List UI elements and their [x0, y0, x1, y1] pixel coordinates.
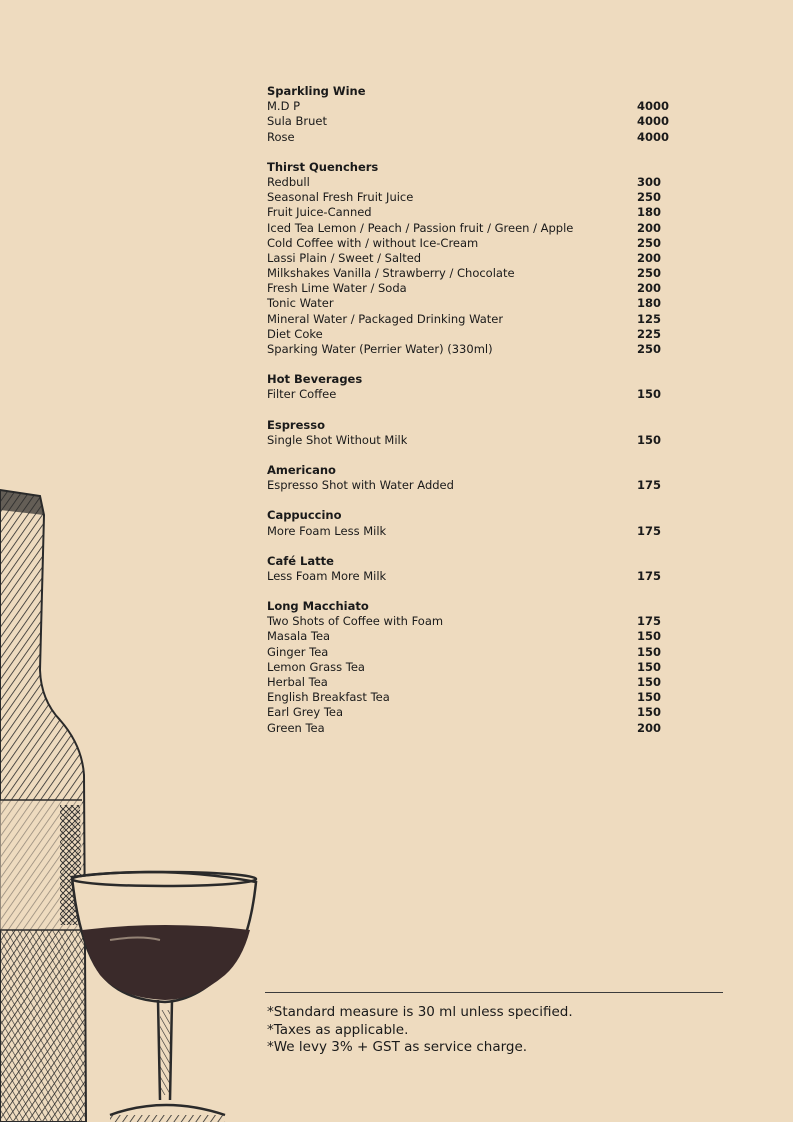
item-name: Filter Coffee — [267, 387, 337, 402]
item-price: 125 — [637, 311, 662, 326]
menu-item — [267, 99, 673, 114]
menu-item — [267, 721, 673, 736]
item-price: 200 — [637, 250, 662, 265]
section-title: Long Macchiato — [267, 599, 369, 614]
menu-section — [267, 599, 673, 736]
menu-item — [267, 130, 673, 145]
wine-bottle-glass-illustration — [0, 470, 265, 1122]
item-price: 250 — [637, 190, 662, 205]
item-name: Sula Bruet — [267, 114, 327, 129]
item-name: Seasonal Fresh Fruit Juice — [267, 190, 414, 205]
menu-section — [267, 84, 673, 145]
menu-section — [267, 554, 673, 584]
menu-section — [267, 508, 673, 538]
item-name: Mineral Water / Packaged Drinking Water — [267, 311, 504, 326]
footer-notes — [267, 1004, 573, 1057]
menu-section — [267, 372, 673, 402]
item-name: Fruit Juice-Canned — [267, 205, 372, 220]
menu-item — [267, 645, 673, 660]
item-price: 4000 — [637, 99, 670, 114]
menu-item — [267, 629, 673, 644]
menu-item — [267, 387, 673, 402]
item-name: English Breakfast Tea — [267, 690, 390, 705]
menu-item — [267, 614, 673, 629]
menu-item — [267, 221, 673, 236]
item-price: 200 — [637, 220, 662, 235]
item-name: Green Tea — [267, 720, 325, 735]
menu-item — [267, 433, 673, 448]
item-name: Fresh Lime Water / Soda — [267, 281, 407, 296]
item-name: Milkshakes Vanilla / Strawberry / Chocolate — [267, 266, 515, 281]
menu-item — [267, 190, 673, 205]
section-title: Thirst Quenchers — [267, 159, 379, 174]
item-price: 150 — [637, 387, 662, 402]
menu-section — [267, 418, 673, 448]
menu-section — [267, 463, 673, 493]
note-standard-measure: *Standard measure is 30 ml unless specified. — [267, 1004, 573, 1020]
item-name: Earl Grey Tea — [267, 705, 344, 720]
item-price: 180 — [637, 296, 662, 311]
menu-item — [267, 251, 673, 266]
item-price: 175 — [637, 478, 662, 493]
menu-item — [267, 478, 673, 493]
item-price: 150 — [637, 659, 662, 674]
item-name: Sparking Water (Perrier Water) (330ml) — [267, 342, 493, 356]
menu-item — [267, 342, 673, 357]
item-price: 250 — [637, 342, 662, 356]
item-price: 150 — [637, 690, 662, 705]
section-title: Espresso — [267, 417, 325, 432]
item-price: 200 — [637, 720, 662, 735]
menu-item — [267, 175, 673, 190]
menu-item — [267, 205, 673, 220]
note-taxes: *Taxes as applicable. — [267, 1021, 409, 1038]
item-price: 4000 — [637, 129, 670, 144]
item-name: Less Foam More Milk — [267, 568, 387, 583]
item-name: Iced Tea Lemon / Peach / Passion fruit / Green / Apple — [267, 220, 574, 235]
item-price: 250 — [637, 266, 662, 281]
item-price: 175 — [637, 568, 662, 583]
item-price: 225 — [637, 326, 662, 341]
section-title: Sparkling Wine — [267, 84, 366, 98]
item-name: Diet Coke — [267, 326, 323, 341]
menu-item — [267, 281, 673, 296]
item-name: Cold Coffee with / without Ice-Cream — [267, 235, 479, 250]
menu-item — [267, 705, 673, 720]
item-name: Herbal Tea — [267, 675, 328, 689]
menu-item — [267, 312, 673, 327]
beverage-menu — [267, 84, 673, 751]
item-name: Two Shots of Coffee with Foam — [267, 614, 444, 629]
item-name: Tonic Water — [267, 296, 334, 311]
item-name: More Foam Less Milk — [267, 523, 387, 538]
item-name: Single Shot Without Milk — [267, 432, 408, 447]
section-title: Cappuccino — [267, 508, 342, 523]
item-price: 300 — [637, 174, 662, 189]
item-name: Ginger Tea — [267, 644, 329, 659]
item-name: M.D P — [267, 99, 301, 114]
item-price: 150 — [637, 629, 662, 644]
item-name: Lassi Plain / Sweet / Salted — [267, 250, 422, 265]
item-name: Lemon Grass Tea — [267, 659, 365, 674]
item-price: 175 — [637, 523, 662, 538]
menu-item — [267, 690, 673, 705]
footer-divider — [265, 992, 723, 993]
note-service-charge: *We levy 3% + GST as service charge. — [267, 1039, 528, 1055]
item-price: 150 — [637, 705, 662, 720]
section-title: Americano — [267, 462, 336, 477]
menu-item — [267, 675, 673, 690]
menu-item — [267, 236, 673, 251]
menu-item — [267, 266, 673, 281]
section-title: Café Latte — [267, 553, 334, 568]
item-price: 175 — [637, 614, 662, 629]
menu-section — [267, 160, 673, 357]
item-name: Espresso Shot with Water Added — [267, 478, 454, 493]
menu-item — [267, 327, 673, 342]
section-title: Hot Beverages — [267, 372, 363, 387]
item-name: Rose — [267, 129, 295, 144]
item-price: 150 — [637, 432, 662, 447]
item-price: 200 — [637, 281, 662, 296]
item-price: 180 — [637, 205, 662, 220]
menu-item — [267, 296, 673, 311]
menu-item — [267, 524, 673, 539]
menu-item — [267, 114, 673, 129]
menu-item — [267, 660, 673, 675]
item-price: 250 — [637, 235, 662, 250]
item-price: 4000 — [637, 114, 670, 129]
item-price: 150 — [637, 675, 662, 689]
menu-item — [267, 569, 673, 584]
item-price: 150 — [637, 644, 662, 659]
item-name: Redbull — [267, 174, 310, 189]
item-name: Masala Tea — [267, 629, 331, 644]
